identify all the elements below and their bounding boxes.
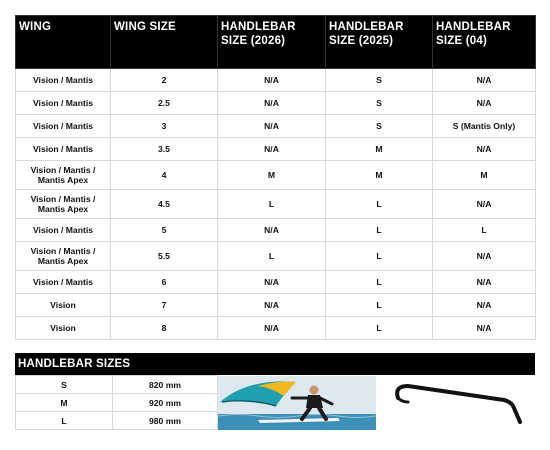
cell-handlebar-2026: N/A: [218, 271, 326, 294]
cell-wing: Vision / Mantis / Mantis Apex: [16, 161, 111, 190]
table-row: [16, 271, 536, 294]
cell-size: S: [16, 376, 113, 394]
cell-handlebar-04: N/A: [433, 190, 536, 219]
cell-handlebar-04: N/A: [433, 69, 536, 92]
cell-length: 980 mm: [113, 412, 218, 430]
header-handlebar-04: HANDLEBAR SIZE (04): [433, 16, 536, 69]
cell-handlebar-2026: M: [218, 161, 326, 190]
cell-wing: Vision / Mantis: [16, 271, 111, 294]
header-wing-size: WING SIZE: [111, 16, 218, 69]
cell-wing-size: 6: [111, 271, 218, 294]
cell-handlebar-2025: S: [326, 115, 433, 138]
cell-length: 820 mm: [113, 376, 218, 394]
table-row: [16, 92, 536, 115]
cell-size: M: [16, 394, 113, 412]
table-row: [16, 161, 536, 190]
cell-wing: Vision / Mantis: [16, 69, 111, 92]
cell-handlebar-04: N/A: [433, 317, 536, 340]
cell-handlebar-2026: L: [218, 190, 326, 219]
table-row: [16, 317, 536, 340]
cell-handlebar-2025: L: [326, 294, 433, 317]
cell-handlebar-2026: N/A: [218, 219, 326, 242]
cell-handlebar-2025: L: [326, 190, 433, 219]
table-row: [16, 294, 536, 317]
handlebar-silhouette-icon: [392, 376, 526, 430]
cell-wing: Vision / Mantis: [16, 115, 111, 138]
cell-handlebar-2025: M: [326, 161, 433, 190]
cell-wing-size: 3: [111, 115, 218, 138]
cell-handlebar-2025: S: [326, 92, 433, 115]
handlebar-sizes-table: [15, 375, 218, 430]
table-row: [16, 219, 536, 242]
cell-wing: Vision / Mantis: [16, 138, 111, 161]
table-row: [16, 242, 536, 271]
cell-handlebar-04: N/A: [433, 92, 536, 115]
cell-wing-size: 2: [111, 69, 218, 92]
cell-handlebar-2025: S: [326, 69, 433, 92]
table-row: [16, 394, 218, 412]
cell-handlebar-04: L: [433, 219, 536, 242]
cell-handlebar-04: M: [433, 161, 536, 190]
cell-handlebar-04: N/A: [433, 271, 536, 294]
cell-wing: Vision: [16, 294, 111, 317]
cell-handlebar-04: S (Mantis Only): [433, 115, 536, 138]
cell-handlebar-2026: N/A: [218, 92, 326, 115]
cell-handlebar-04: N/A: [433, 138, 536, 161]
table-row: [16, 412, 218, 430]
cell-handlebar-2025: M: [326, 138, 433, 161]
cell-size: L: [16, 412, 113, 430]
cell-wing: Vision: [16, 317, 111, 340]
cell-handlebar-2026: N/A: [218, 294, 326, 317]
table-row: [16, 138, 536, 161]
cell-handlebar-2026: N/A: [218, 138, 326, 161]
wingfoil-rider-photo: [218, 376, 376, 430]
cell-length: 920 mm: [113, 394, 218, 412]
cell-handlebar-2025: L: [326, 242, 433, 271]
cell-wing-size: 5: [111, 219, 218, 242]
table-header-row: [16, 16, 536, 69]
cell-wing: Vision / Mantis: [16, 92, 111, 115]
header-handlebar-2026: HANDLEBAR SIZE (2026): [218, 16, 326, 69]
table-row: [16, 376, 218, 394]
cell-handlebar-2026: N/A: [218, 69, 326, 92]
cell-wing-size: 5.5: [111, 242, 218, 271]
cell-wing: Vision / Mantis: [16, 219, 111, 242]
table-row: [16, 115, 536, 138]
wing-handlebar-table: [15, 15, 536, 340]
cell-handlebar-2025: L: [326, 271, 433, 294]
cell-wing-size: 4: [111, 161, 218, 190]
cell-wing-size: 3.5: [111, 138, 218, 161]
handlebar-sizes-title: HANDLEBAR SIZES: [15, 353, 535, 375]
cell-handlebar-04: N/A: [433, 294, 536, 317]
cell-handlebar-04: N/A: [433, 242, 536, 271]
cell-wing-size: 4.5: [111, 190, 218, 219]
table-row: [16, 190, 536, 219]
cell-wing-size: 7: [111, 294, 218, 317]
table-row: [16, 69, 536, 92]
cell-handlebar-2026: N/A: [218, 115, 326, 138]
cell-wing-size: 8: [111, 317, 218, 340]
header-handlebar-2025: HANDLEBAR SIZE (2025): [326, 16, 433, 69]
cell-handlebar-2026: L: [218, 242, 326, 271]
cell-wing-size: 2.5: [111, 92, 218, 115]
cell-wing: Vision / Mantis / Mantis Apex: [16, 190, 111, 219]
cell-wing: Vision / Mantis / Mantis Apex: [16, 242, 111, 271]
header-wing: WING: [16, 16, 111, 69]
cell-handlebar-2026: N/A: [218, 317, 326, 340]
cell-handlebar-2025: L: [326, 317, 433, 340]
cell-handlebar-2025: L: [326, 219, 433, 242]
